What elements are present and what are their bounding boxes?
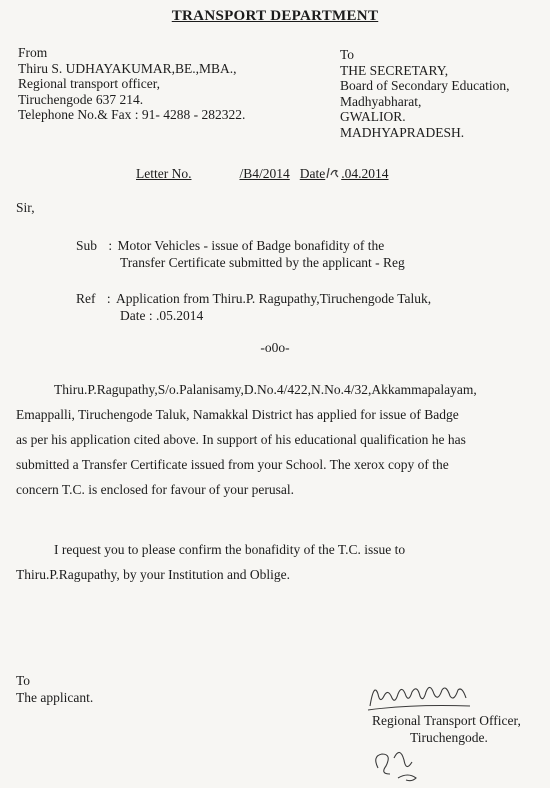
page-title <box>0 8 550 25</box>
handwritten-day <box>325 166 341 182</box>
letter-date: .04.2014 <box>341 166 389 181</box>
paragraph-line: Emappalli, Tiruchengode Taluk, Namakkal District has applied for issue of Badge <box>16 407 459 422</box>
paragraph-line: as per his application cited above. In support of his educational qualification he has <box>16 432 466 447</box>
salutation: Sir, <box>16 200 35 215</box>
to-line: Board of Secondary Education, <box>340 78 510 93</box>
to-line: MADHYAPRADESH. <box>340 124 465 140</box>
paragraph-line: I request you to please confirm the bonafidity of the T.C. issue to <box>54 542 406 557</box>
subject-block: Sub : Motor Vehicles - issue of Badge bonafidity of the Transfer Certificate submitted by the applicant - Reg <box>76 238 405 270</box>
letter-number-label: Letter No. <box>136 166 192 181</box>
reference-label: Ref <box>76 291 96 306</box>
from-line: Telephone No.& Fax : 91- 4288 - 282322. <box>18 107 246 122</box>
initials-scribble <box>368 738 428 784</box>
paragraph-line: submitted a Transfer Certificate issued from your School. The xerox copy of the <box>16 457 449 472</box>
paragraph-line: concern T.C. is enclosed for favour of your perusal. <box>16 482 295 497</box>
subject-line: Transfer Certificate submitted by the applicant - Reg <box>120 255 405 270</box>
letter-date-label: Date <box>299 166 326 181</box>
department-title: TRANSPORT DEPARTMENT <box>171 8 379 24</box>
reference-block: Ref : Application from Thiru.P. Ragupathy,Tiruchengode Taluk, Date : .05.2014 <box>76 291 432 323</box>
from-line: Regional transport officer, <box>18 76 161 91</box>
subject-label: Sub <box>76 238 98 253</box>
from-line: Tiruchengode 637 214. <box>18 91 144 107</box>
to-line: THE SECRETARY, <box>340 62 449 78</box>
signatory-title: Regional Transport Officer, <box>372 713 521 728</box>
to-line: Madhyabharat, <box>340 93 422 109</box>
body-paragraph-2 <box>16 537 538 587</box>
from-block <box>18 45 245 123</box>
from-line: Thiru S. UDHAYAKUMAR,BE.,MBA., <box>18 60 237 76</box>
reference-line: Application from Thiru.P. Ragupathy,Tiruchengode Taluk, <box>116 291 432 306</box>
to-block <box>340 47 509 140</box>
copy-to-recipient: The applicant. <box>16 690 94 705</box>
letter-reference-line <box>136 166 388 182</box>
from-label: From <box>18 45 48 60</box>
to-label: To <box>340 47 355 62</box>
subject-line: Motor Vehicles - issue of Badge bonafidity of the <box>117 238 385 253</box>
separator-text: -o0o- <box>260 340 290 355</box>
signatory-place: Tiruchengode. <box>410 730 488 745</box>
body-paragraph-1 <box>16 377 538 502</box>
paragraph-line: Thiru.P.Ragupathy,S/o.Palanisamy,D.No.4/422,N.No.4/32,Akkammapalayam, <box>54 382 477 397</box>
reference-line: Date : .05.2014 <box>120 308 204 323</box>
paragraph-line: Thiru.P.Ragupathy, by your Institution and Oblige. <box>16 567 290 582</box>
to-line: GWALIOR. <box>340 109 406 124</box>
copy-to-block <box>16 672 93 706</box>
handwritten-signature <box>362 676 482 716</box>
letter-number: /B4/2014 <box>239 166 290 181</box>
separator <box>0 340 550 356</box>
copy-to-label: To <box>16 673 31 688</box>
